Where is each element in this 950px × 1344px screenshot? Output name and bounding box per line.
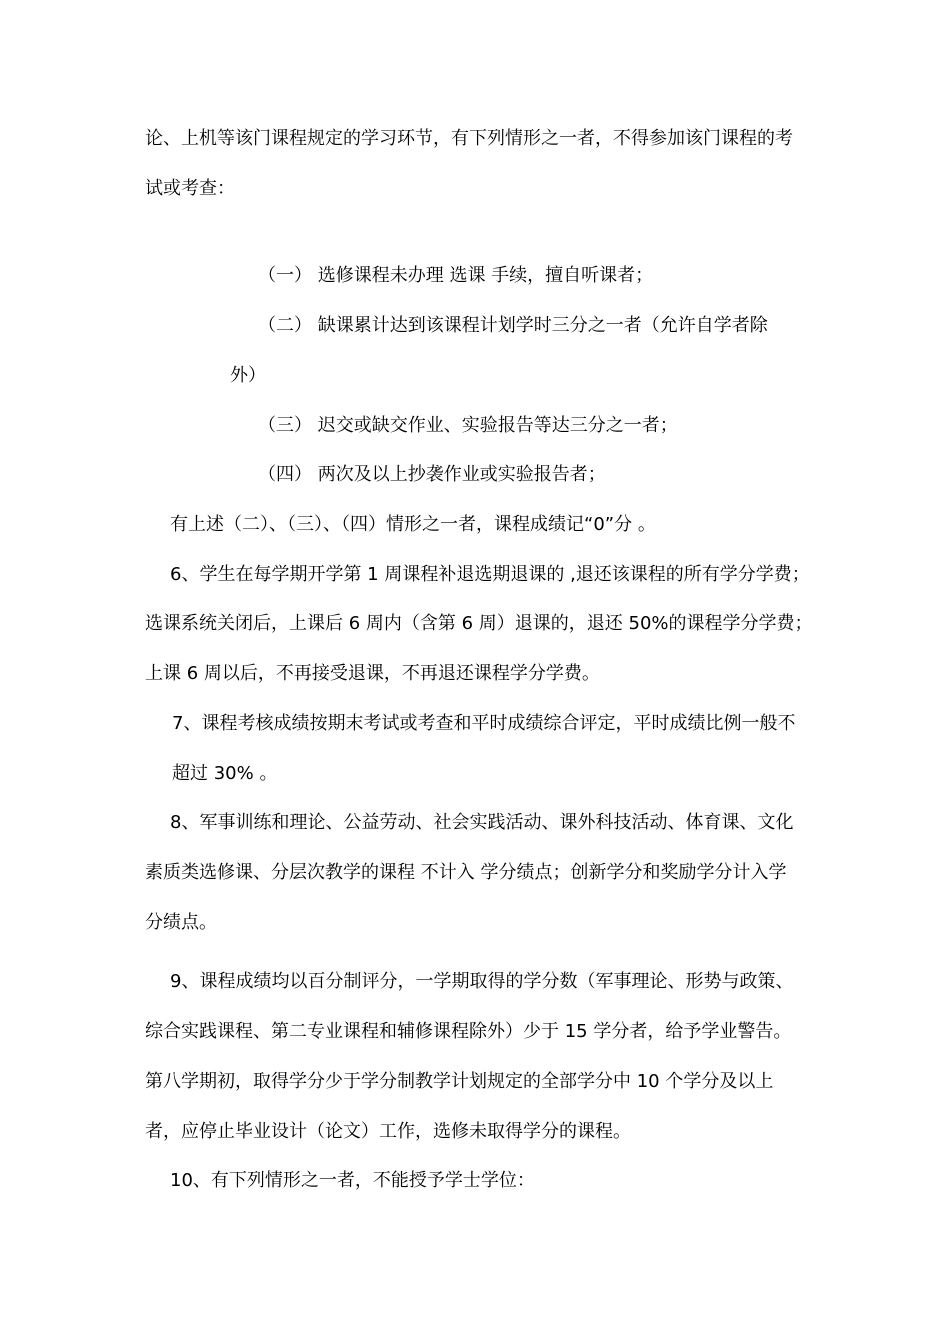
- text-line: 论、上机等该门课程规定的学习环节，有下列情形之一者，不得参加该门课程的考: [145, 128, 793, 149]
- text-line: （三） 迟交或缺交作业、实验报告等达三分之一者；: [258, 415, 678, 436]
- text-line: 素质类选修课、分层次教学的课程 不计入 学分绩点；创新学分和奖励学分计入学: [145, 862, 787, 883]
- text-line: 者，应停止毕业设计（论文）工作，选修未取得学分的课程。: [145, 1121, 631, 1142]
- text-line: （二） 缺课累计达到该课程计划学时三分之一者（允许自学者除: [258, 315, 768, 336]
- text-line: 试或考查：: [145, 178, 235, 199]
- text-line: 选课系统关闭后，上课后 6 周内（含第 6 周）退课的，退还 50%的课程学分学费；: [145, 613, 813, 634]
- text-line: （一） 选修课程未办理 选课 手续，擅自听课者；: [258, 265, 654, 286]
- text-line: 外）: [230, 365, 266, 386]
- text-line: 9、课程成绩均以百分制评分，一学期取得的学分数（军事理论、形势与政策、: [170, 971, 794, 992]
- text-line: （四） 两次及以上抄袭作业或实验报告者；: [258, 464, 606, 485]
- text-line: 上课 6 周以后，不再接受退课，不再退还课程学分学费。: [145, 663, 600, 684]
- text-line: 7、课程考核成绩按期末考试或考查和平时成绩综合评定，平时成绩比例一般不: [172, 713, 796, 734]
- text-line: 分绩点。: [145, 912, 217, 933]
- text-line: 超过 30% 。: [172, 763, 278, 784]
- text-line: 第八学期初，取得学分少于学分制教学计划规定的全部学分中 10 个学分及以上: [145, 1071, 774, 1092]
- text-line: 8、军事训练和理论、公益劳动、社会实践活动、课外科技活动、体育课、文化: [170, 812, 794, 833]
- text-line: 6、学生在每学期开学第 1 周课程补退选期退课的 ,退还该课程的所有学分学费；: [170, 564, 810, 585]
- text-line: 10、有下列情形之一者，不能授予学士学位：: [170, 1170, 535, 1191]
- text-line: 综合实践课程、第二专业课程和辅修课程除外）少于 15 学分者，给予学业警告。: [145, 1021, 792, 1042]
- text-line: 有上述（二）、（三）、（四）情形之一者，课程成绩记“0”分 。: [170, 514, 656, 535]
